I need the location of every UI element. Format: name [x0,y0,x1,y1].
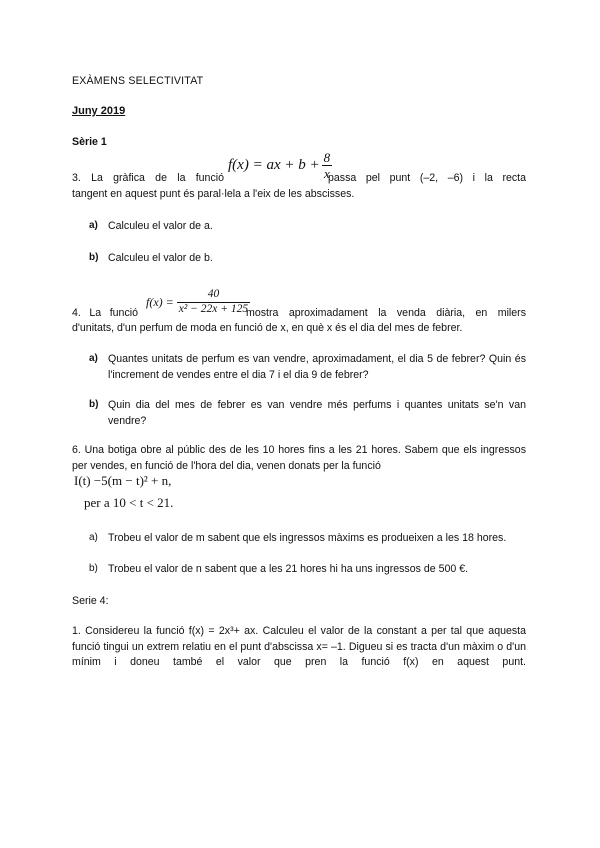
q4-formula-numerator: 40 [207,288,220,300]
q4-formula-fraction [177,289,250,315]
q3-item-a-text: Calculeu el valor de a. [108,220,213,232]
q4-item-a-label: a) [89,353,98,364]
q3-formula-denominator: x [323,165,330,181]
q4-intro-before: 4. La funció [72,307,138,319]
q4-line2: d'unitats, d'un perfum de moda en funció de x, en què x és el dia del mes de febrer. [72,322,463,334]
q4-item-b-text: Quin dia del mes de febrer es van vendre més perfums i quantes unitats se'n van vendre? [108,399,526,427]
q4-formula [146,286,250,318]
session-title: Juny 2019 [72,105,126,117]
document-header: EXÀMENS SELECTIVITAT [72,75,204,87]
q4-item-a-text: Quantes unitats de perfum es van vendre, aproximadament, el dia 5 de febrer? Quin és l'increment de vendes entre el dia 7 i el dia 9 de febrer? [108,353,526,381]
serie4-question-1: 1. Considereu la funció f(x) = 2x³+ ax. Calculeu el valor de la constant a per tal que aquesta funció tingui un extrem relatiu en el punt d'abscissa x= –1. Digueu si es tracta d'un màxim o d'un mínim i doneu també el valor que pren la funció f(x) en aquest punt. [72,625,526,668]
q4-formula-lhs: f(x) = [146,295,174,309]
q3-item-a-label: a) [89,220,98,231]
q3-formula-lhs: f(x) = ax + b + [228,157,320,173]
serie4-title: Serie 4: [72,595,109,607]
q6-formula-line2: per a 10 < t < 21. [84,495,174,510]
q3-item-b-text: Calculeu el valor de b. [108,252,213,264]
q6-text: 6. Una botiga obre al públic des de les 10 hores fins a les 21 hores. Sabem que els ingressos per vendes, en funció de l'hora del dia, venen donats per la funció [72,444,526,472]
q3-formula [228,149,332,181]
q6-item-a-text: Trobeu el valor de m sabent que els ingressos màxims es produeixen a les 18 hores. [108,532,507,544]
q6-item-b-label: b) [89,563,98,574]
q6-item-a-label: a) [89,532,98,543]
q4-item-b-label: b) [89,399,99,410]
q4-intro-after: mostra aproximadament la venda diària, en milers [246,307,526,319]
q4-formula-denominator: x² − 22x + 125 [178,302,249,315]
q3-intro-after: passa pel punt (–2, –6) i la recta [328,172,526,184]
q3-line2: tangent en aquest punt és paral·lela a l'eix de les abscisses. [72,188,355,200]
q6-formula-line1: I(t) −5(m − t)² + n, [74,473,172,488]
q3-item-b-label: b) [89,252,99,263]
q6-item-b-text: Trobeu el valor de n sabent que a les 21 hores hi ha uns ingressos de 500 €. [108,563,469,575]
q3-intro-before: 3. La gràfica de la funció [72,172,224,184]
q3-formula-numerator: 8 [323,149,331,165]
serie1-title: Sèrie 1 [72,136,107,148]
